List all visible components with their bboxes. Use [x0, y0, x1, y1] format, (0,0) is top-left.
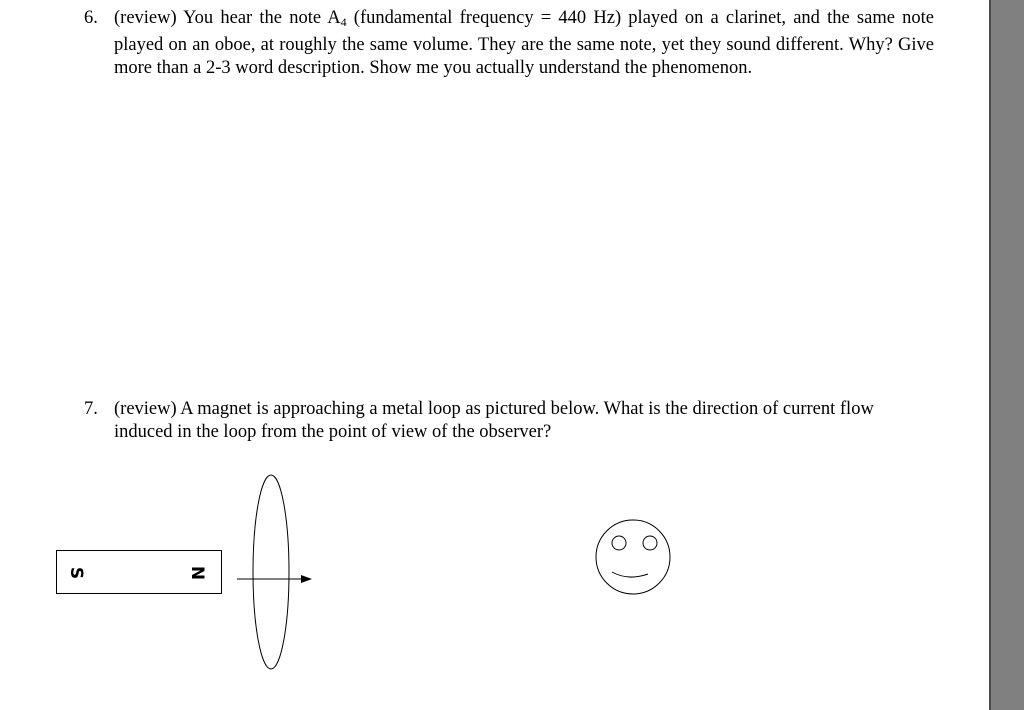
observer-left-eye [612, 536, 626, 550]
observer-head [596, 520, 670, 594]
question-7-number: 7. [84, 399, 98, 419]
question-6-text-end: (fundamental frequency = 440 Hz) played on a clarinet, and the same note played on an oboe, at roughly the same volume. They are the same note, yet they sound different. Why? Give more than a 2-3 word description. Show me you actually understand the phenomenon. [114, 8, 934, 78]
observer-mouth [612, 572, 648, 577]
motion-arrow-head [301, 575, 312, 583]
magnet-south-label: S [66, 566, 86, 580]
question-7-text: (review) A magnet is approaching a metal loop as pictured below. What is the direction of current flow induced in the loop from the point of view of the observer? [114, 399, 874, 442]
magnet-north-label: N [187, 565, 207, 581]
observer-face [596, 520, 670, 594]
question-6-number: 6. [84, 8, 98, 28]
question-6-text-start: (review) You hear the note A [114, 8, 341, 28]
metal-loop [253, 475, 289, 669]
observer-right-eye [643, 536, 657, 550]
question-6-subscript: 4 [340, 15, 347, 29]
